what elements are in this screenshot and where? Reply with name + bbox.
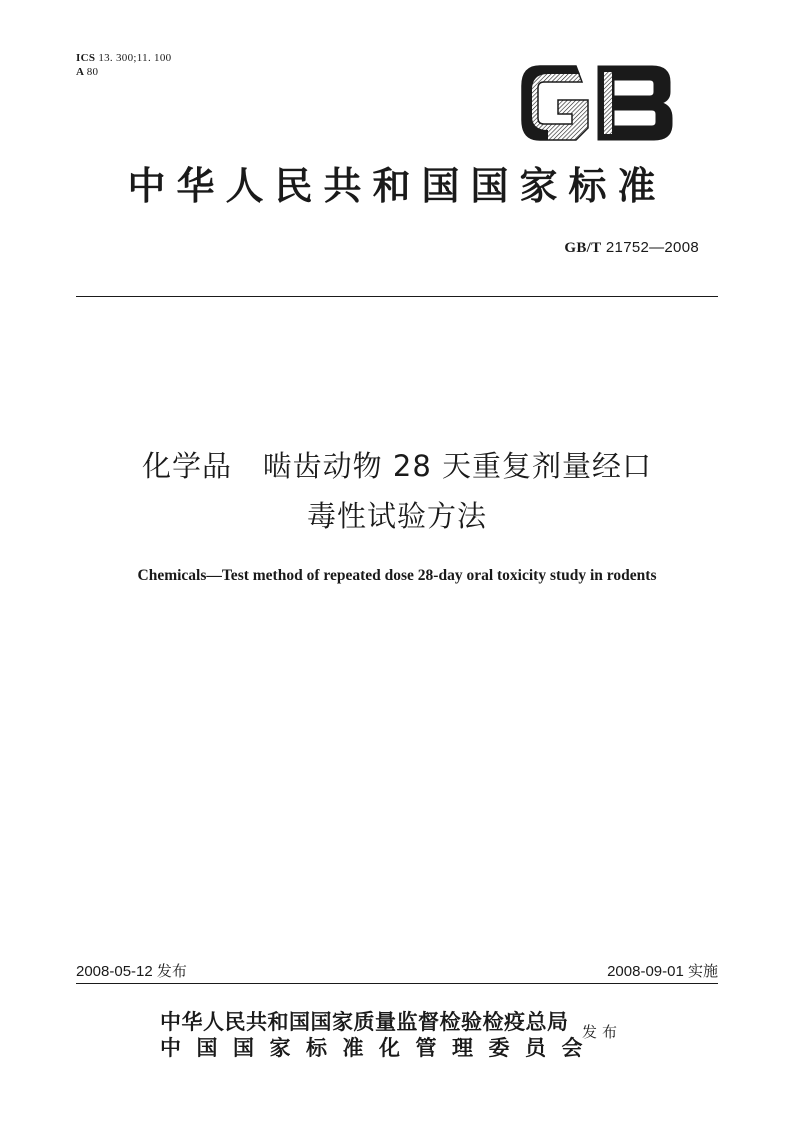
ccs-label: A: [76, 66, 84, 78]
footer-divider: [76, 983, 718, 984]
classification-block: [76, 51, 171, 79]
ics-value: 13. 300;11. 100: [98, 52, 172, 64]
standard-code-prefix: GB/T: [564, 240, 602, 256]
document-title-zh-line2: 毒性试验方法: [306, 499, 487, 533]
gb-logo-text: [676, 60, 677, 61]
document-title-en: Chemicals—Test method of repeated dose 28-day oral toxicity study in rodents: [137, 567, 657, 584]
ccs-value: 80: [86, 66, 99, 78]
issue-date: 2008-05-12 发布: [76, 963, 187, 980]
gb-logo-mark: [518, 60, 676, 146]
ccs-row: [76, 65, 171, 79]
ics-row: [76, 51, 171, 65]
national-standard-title: 中华人民共和国国家标准: [127, 164, 667, 208]
publish-label: 发布: [582, 1023, 623, 1041]
issuer-line2: 中国国家标准化管理委员会: [160, 1036, 598, 1060]
document-title-zh-line1: 化学品 啮齿动物 28 天重复剂量经口: [142, 449, 652, 483]
standard-code: [564, 238, 699, 258]
header-divider: [76, 296, 718, 297]
ics-label: ICS: [76, 52, 96, 64]
issuer-line1: 中华人民共和国国家质量监督检验检疫总局: [160, 1010, 569, 1034]
gb-logo: [518, 60, 676, 146]
implementation-date: 2008-09-01 实施: [607, 963, 718, 980]
standard-code-number: 21752—2008: [605, 239, 699, 256]
